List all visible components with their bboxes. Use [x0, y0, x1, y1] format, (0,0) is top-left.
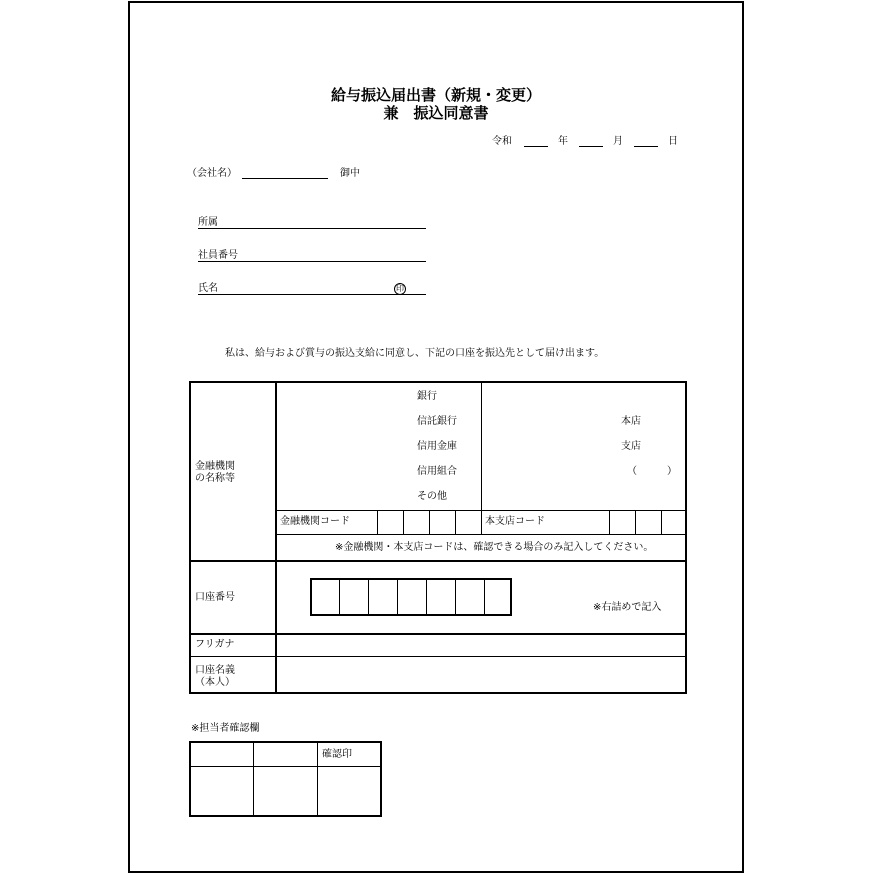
bank-account-table [189, 381, 687, 694]
bank-section-label: 金融機関 の名称等 [195, 461, 235, 484]
code-div [635, 510, 636, 534]
institution-type-other[interactable]: その他 [417, 491, 447, 502]
col-divider [275, 383, 277, 692]
consent-text: 私は、給与および賞与の振込支給に同意し、下記の口座を振込先として届け出ます。 [225, 348, 605, 359]
account-number-note: ※右詰めで記入 [593, 602, 662, 613]
branch-type-other[interactable]: （ ） [627, 466, 677, 477]
bank-branch-divider [481, 383, 482, 510]
staff-confirm-table [189, 741, 382, 817]
affiliation-label: 所属 [198, 217, 218, 228]
affiliation-field[interactable] [198, 228, 426, 229]
seal-mark: 印 [396, 284, 404, 293]
institution-type-kumiai[interactable]: 信用組合 [417, 466, 457, 477]
account-number-label: 口座番号 [195, 592, 235, 603]
date-month-field[interactable] [579, 146, 603, 147]
institution-type-shinkin[interactable]: 信用金庫 [417, 441, 457, 452]
branch-type-branch[interactable]: 支店 [621, 441, 641, 452]
date-year-field[interactable] [524, 146, 548, 147]
code-div [429, 510, 430, 534]
form-title [128, 86, 744, 122]
company-label: （会社名） [187, 168, 237, 179]
date-era: 令和 [492, 136, 512, 147]
branch-type-head[interactable]: 本店 [621, 416, 641, 427]
account-no-bottom [191, 633, 685, 635]
code-note: ※金融機関・本支店コードは、確認できる場合のみ記入してください。 [335, 542, 654, 553]
title-line-2: 兼 振込同意書 [383, 104, 489, 122]
bank-section-bottom [191, 560, 685, 562]
institution-type-bank[interactable]: 銀行 [417, 391, 437, 402]
code-div [403, 510, 404, 534]
institution-type-trust[interactable]: 信託銀行 [417, 416, 457, 427]
employee-no-field[interactable] [198, 261, 426, 262]
name-field[interactable] [198, 294, 426, 295]
furigana-bottom [191, 656, 685, 657]
bank-code-label: 金融機関コード [280, 516, 350, 527]
branch-code-label: 本支店コード [485, 516, 545, 527]
company-name-field[interactable] [242, 178, 328, 179]
code-div [661, 510, 662, 534]
employee-no-label: 社員番号 [198, 250, 238, 261]
name-label: 氏名 [198, 283, 218, 294]
date-day-label: 日 [668, 136, 678, 147]
furigana-label: フリガナ [195, 639, 235, 650]
code-div [481, 510, 482, 534]
company-suffix: 御中 [340, 168, 360, 179]
code-div [609, 510, 610, 534]
code-div [377, 510, 378, 534]
title-line-1: 給与振込届出書（新規・変更） [330, 86, 541, 104]
staff-section-label: ※担当者確認欄 [191, 723, 260, 734]
code-div [455, 510, 456, 534]
date-day-field[interactable] [634, 146, 658, 147]
codes-row-bottom [277, 534, 685, 535]
account-holder-label: 口座名義 （本人） [195, 665, 235, 688]
account-number-boxes[interactable] [310, 578, 512, 616]
date-year-label: 年 [558, 136, 568, 147]
date-month-label: 月 [613, 136, 623, 147]
confirm-seal-label: 確認印 [322, 749, 352, 760]
